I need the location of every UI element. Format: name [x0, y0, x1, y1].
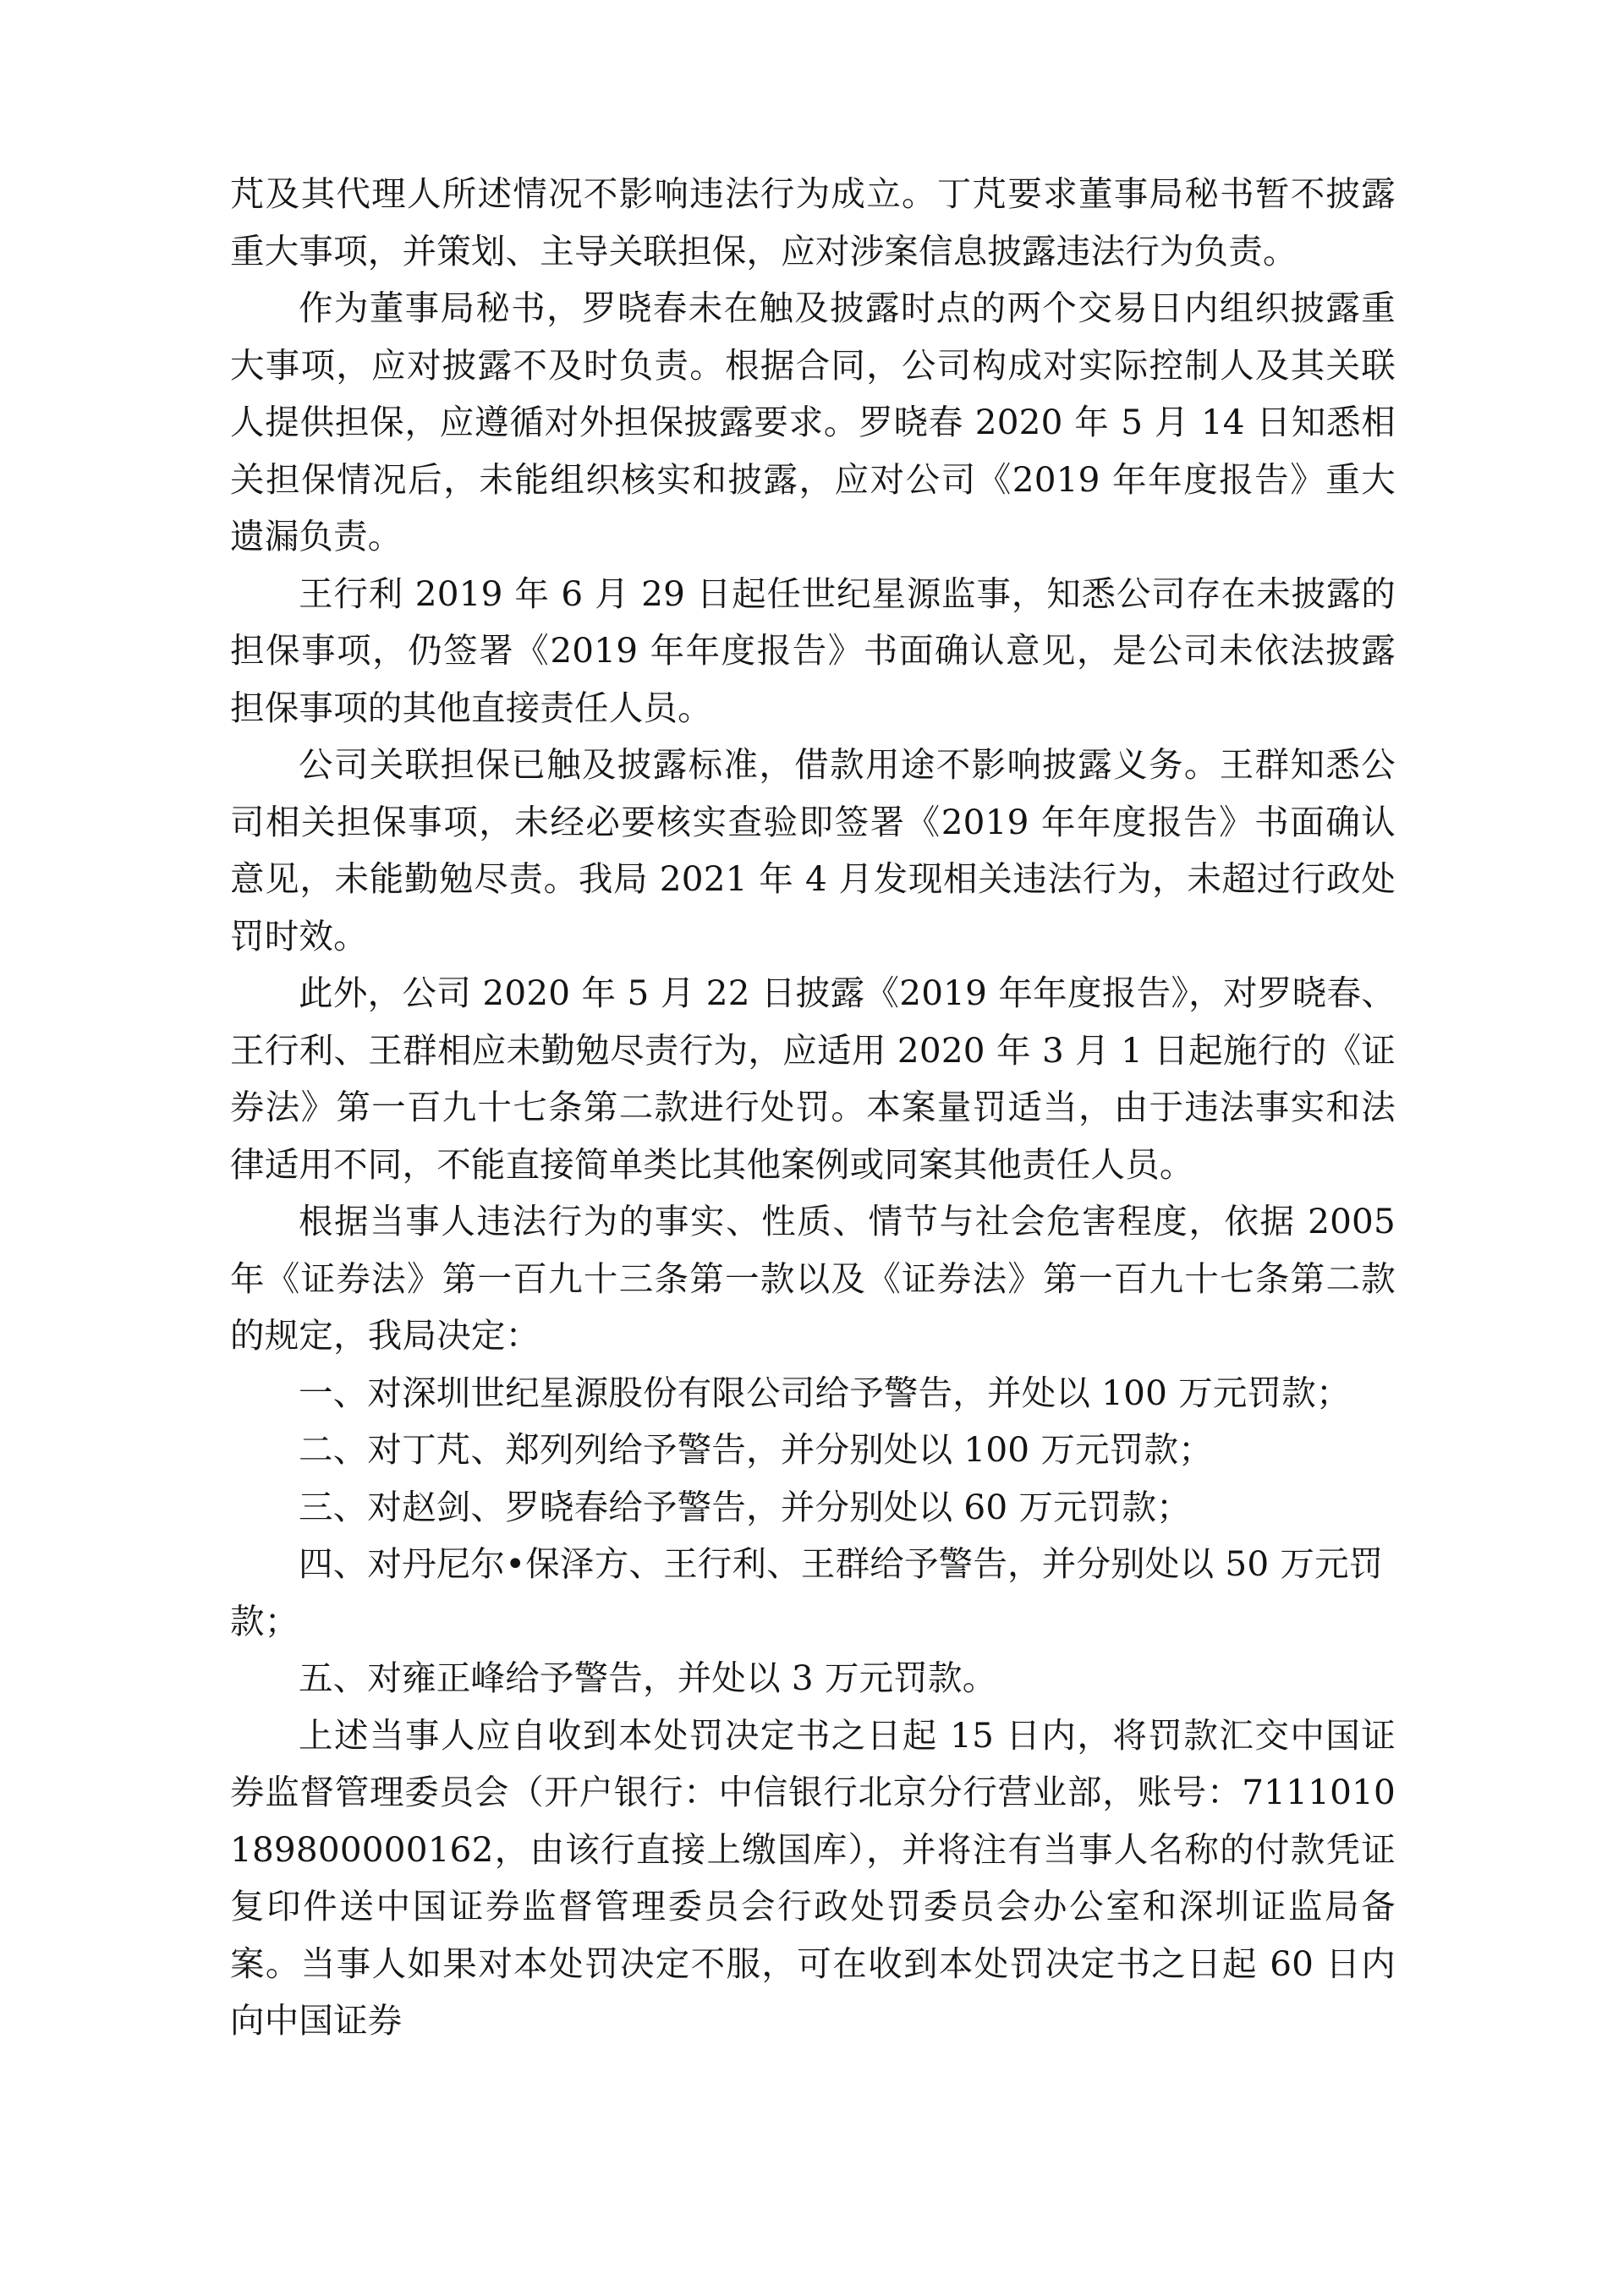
paragraph-closing: 上述当事人应自收到本处罚决定书之日起 15 日内，将罚款汇交中国证券监督管理委员会（开户银行：中信银行北京分行营业部，账号：7111010189800000162，由该行直接上缴国库），并将注有当事人名称的付款凭证复印件送中国证券监督管理委员会行政处罚委员会办公室和深圳证监局备案。当事人如果对本处罚决定不服，可在收到本处罚决定书之日起 60 日内向中国证券	[230, 1714, 1396, 2041]
paragraph-6: 根据当事人违法行为的事实、性质、情节与社会危害程度，依据 2005 年《证券法》第一百九十三条第一款以及《证券法》第一百九十七条第二款的规定，我局决定：	[230, 1201, 1396, 1356]
decision-item-5: 五、对雍正峰给予警告，并处以 3 万元罚款。	[299, 1658, 997, 1698]
decision-item-2: 二、对丁芃、郑列列给予警告，并分别处以 100 万元罚款；	[299, 1429, 1213, 1470]
paragraph-1: 芃及其代理人所述情况不影响违法行为成立。丁芃要求董事局秘书暂不披露重大事项，并策划、主导关联担保，应对涉案信息披露违法行为负责。	[230, 173, 1396, 271]
document-body	[230, 166, 1396, 2050]
decision-items-list	[230, 1365, 1396, 1707]
paragraph-3: 王行利 2019 年 6 月 29 日起任世纪星源监事，知悉公司存在未披露的担保事项，仍签署《2019 年年度报告》书面确认意见，是公司未依法披露担保事项的其他直接责任人员。	[230, 573, 1396, 728]
paragraph-5: 此外，公司 2020 年 5 月 22 日披露《2019 年年度报告》，对罗晓春、王行利、王群相应未勤勉尽责行为，应适用 2020 年 3 月 1 日起施行的《证券法》第一百九十七条第二款进行处罚。本案量罚适当，由于违法事实和法律适用不同，不能直接简单类比其他案例或同案其他责任人员。	[230, 973, 1396, 1185]
paragraph-2: 作为董事局秘书，罗晓春未在触及披露时点的两个交易日内组织披露重大事项，应对披露不及时负责。根据合同，公司构成对实际控制人及其关联人提供担保，应遵循对外担保披露要求。罗晓春 2020 年 5 月 14 日知悉相关担保情况后，未能组织核实和披露，应对公司《2019 年年度报告》重大遗漏负责。	[230, 288, 1396, 556]
decision-item-4: 四、对丹尼尔•保泽方、王行利、王群给予警告，并分别处以 50 万元罚款；	[230, 1543, 1384, 1641]
decision-item-1: 一、对深圳世纪星源股份有限公司给予警告，并处以 100 万元罚款；	[299, 1372, 1351, 1413]
paragraph-4: 公司关联担保已触及披露标准，借款用途不影响披露义务。王群知悉公司相关担保事项，未经必要核实查验即签署《2019 年年度报告》书面确认意见，未能勤勉尽责。我局 2021 年 4 月发现相关违法行为，未超过行政处罚时效。	[230, 744, 1396, 956]
decision-item-3: 三、对赵剑、罗晓春给予警告，并分别处以 60 万元罚款；	[299, 1486, 1191, 1527]
